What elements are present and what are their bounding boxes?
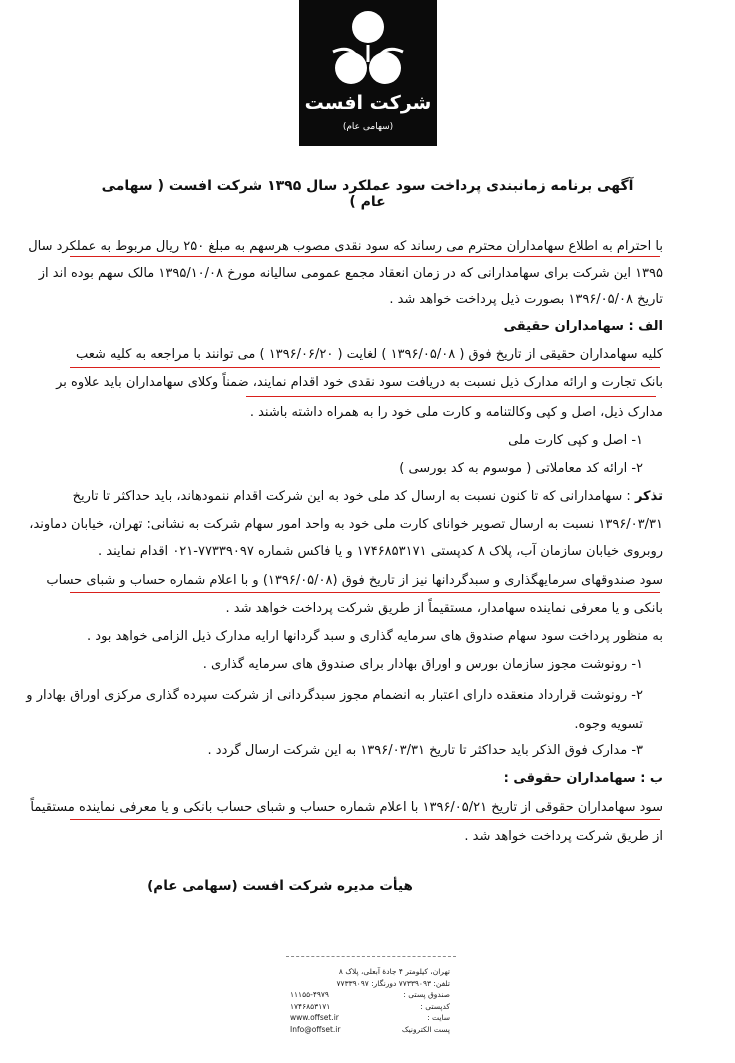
note-text: : سهامدارانی که تا کنون نسبت به ارسال کد ملی خود به این شرکت اقدام ننمودهاند، باید حداکثر تا تاریخ — [72, 489, 635, 504]
footer-site — [290, 1012, 450, 1024]
section-a-line-2: بانک تجارت و ارائه مدارک ذیل نسبت به دریافت سود نقدی خود اقدام نمایند، ضمناً وکلای سهامداران باید علاوه بر — [56, 375, 663, 390]
funds-line-2: بانکی و یا معرفی نماینده سهامدار، مستقیماً از طریق شرکت پرداخت خواهد شد . — [225, 601, 663, 616]
notice-title: آگهی برنامه زمانبندی پرداخت سود عملکرد سال ۱۳۹۵ شرکت افست ( سهامی عام ) — [101, 178, 634, 210]
logo-subtitle: (سهامی عام) — [342, 122, 394, 132]
funds-item-1: ۱- رونوشت مجوز سازمان بورس و اوراق بهادار برای صندوق های سرمایه گذاری . — [202, 657, 643, 672]
highlight-underline — [70, 367, 660, 368]
funds-item-2: ۲- رونوشت قرارداد منعقده دارای اعتبار به انضمام مجوز سبدگردانی از شرکت سپرده گذاری مرکزی اوراق بهادار و — [26, 688, 643, 703]
section-b-line-2: از طریق شرکت پرداخت خواهد شد . — [464, 829, 663, 844]
logo-company-name: شرکت افست — [304, 92, 432, 114]
highlight-underline — [70, 819, 660, 820]
note-line-3: روبروی خیابان سازمان آب، پلاک ۸ کدپستی ۱۷۴۶۸۵۳۱۷۱ و یا فاکس شماره ۷۷۳۳۹۰۹۷-۰۲۱ اقدام نمایند . — [98, 544, 663, 559]
letterhead-footer — [290, 966, 450, 1035]
footer-phone-text: تلفن: ۷۷۳۳۹۰۹۳ دورنگار: ۷۷۳۳۹۰۹۷ — [336, 978, 450, 988]
note-line-2: ۱۳۹۶/۰۳/۳۱ نسبت به ارسال تصویر خوانای کارت ملی خود به واحد امور سهام شرکت به نشانی: تهران، خیابان دماوند، — [29, 517, 663, 532]
note-line-1 — [63, 488, 663, 506]
section-a-line-3: مدارک ذیل، اصل و کپی وکالتنامه و کارت ملی خود را به همراه داشته باشند . — [249, 405, 663, 420]
intro-line-1: با احترام به اطلاع سهامداران محترم می رساند که سود نقدی مصوب هرسهم به مبلغ ۲۵۰ ریال مربوط به عملکرد سال — [28, 239, 663, 254]
footer-site-link[interactable]: www.offset.ir — [290, 1013, 339, 1022]
signature-board: هیأت مدیره شرکت افست (سهامی عام) — [147, 878, 413, 894]
company-logo — [299, 0, 437, 146]
footer-site-label: سایت : — [427, 1013, 450, 1022]
funds-item-2-cont: تسویه وجوه. — [574, 717, 643, 732]
highlight-underline — [70, 256, 660, 257]
footer-divider — [286, 956, 456, 957]
footer-address-text: تهران، کیلومتر ۴ جاده‌ٔ آبعلی، پلاک ۸ — [338, 967, 450, 976]
footer-email-label: پست الکترونیک — [401, 1024, 450, 1034]
highlight-underline — [70, 592, 660, 593]
footer-email-link[interactable]: Info@offset.ir — [290, 1024, 341, 1034]
footer-email — [290, 1024, 450, 1036]
intro-line-2: ۱۳۹۵ این شرکت برای سهامدارانی که در زمان انعقاد مجمع عمومی سالیانه مورخ ۱۳۹۵/۱۰/۰۸ مالک سهم بوده اند از — [38, 266, 663, 281]
note-label: تذکر — [634, 489, 663, 504]
footer-pobox-value: ۱۱۱۵۵-۴۹۷۹ — [290, 990, 329, 999]
section-a-heading: الف : سهامداران حقیقی — [503, 319, 663, 334]
footer-postal-label: کدپستی : — [420, 1001, 450, 1011]
section-a-line-1: کلیه سهامداران حقیقی از تاریخ فوق ( ۱۳۹۶/۰۵/۰۸ ) لغایت ( ۱۳۹۶/۰۶/۲۰ ) می توانند با مراجعه به کلیه شعب — [75, 347, 663, 362]
footer-address — [290, 966, 450, 978]
footer-pobox-label: صندوق پستی : — [403, 990, 450, 999]
footer-postal-value: ۱۷۴۶۸۵۳۱۷۱ — [290, 1001, 331, 1011]
footer-pobox — [290, 989, 450, 1001]
highlight-underline — [246, 396, 656, 397]
footer-postal — [290, 1001, 450, 1013]
funds-item-3: ۳- مدارک فوق الذکر باید حداکثر تا تاریخ ۱۳۹۶/۰۳/۳۱ به این شرکت ارسال گردد . — [207, 743, 643, 758]
footer-phone — [290, 978, 450, 990]
funds-line-3: به منظور پرداخت سود سهام صندوق های سرمایه گذاری و سبد گردانها ارایه مدارک ذیل الزامی خواهد بود . — [87, 629, 663, 644]
funds-line-1: سود صندوقهای سرمایهگذاری و سبدگردانها نیز از تاریخ فوق (۱۳۹۶/۰۵/۰۸) و با اعلام شماره حساب و شبای حساب — [46, 573, 663, 588]
section-b-heading: ب : سهامداران حقوقی : — [503, 771, 663, 786]
intro-line-3: تاریخ ۱۳۹۶/۰۵/۰۸ بصورت ذیل پرداخت خواهد شد . — [389, 292, 663, 307]
section-b-line-1: سود سهامداران حقوقی از تاریخ ۱۳۹۶/۰۵/۲۱ با اعلام شماره حساب و شبای حساب بانکی و یا معرفی نماینده مستقیماً — [30, 800, 663, 815]
section-a-item-2: ۲- ارائه کد معاملاتی ( موسوم به کد بورسی ) — [399, 461, 643, 476]
section-a-item-1: ۱- اصل و کپی کارت ملی — [508, 433, 643, 448]
